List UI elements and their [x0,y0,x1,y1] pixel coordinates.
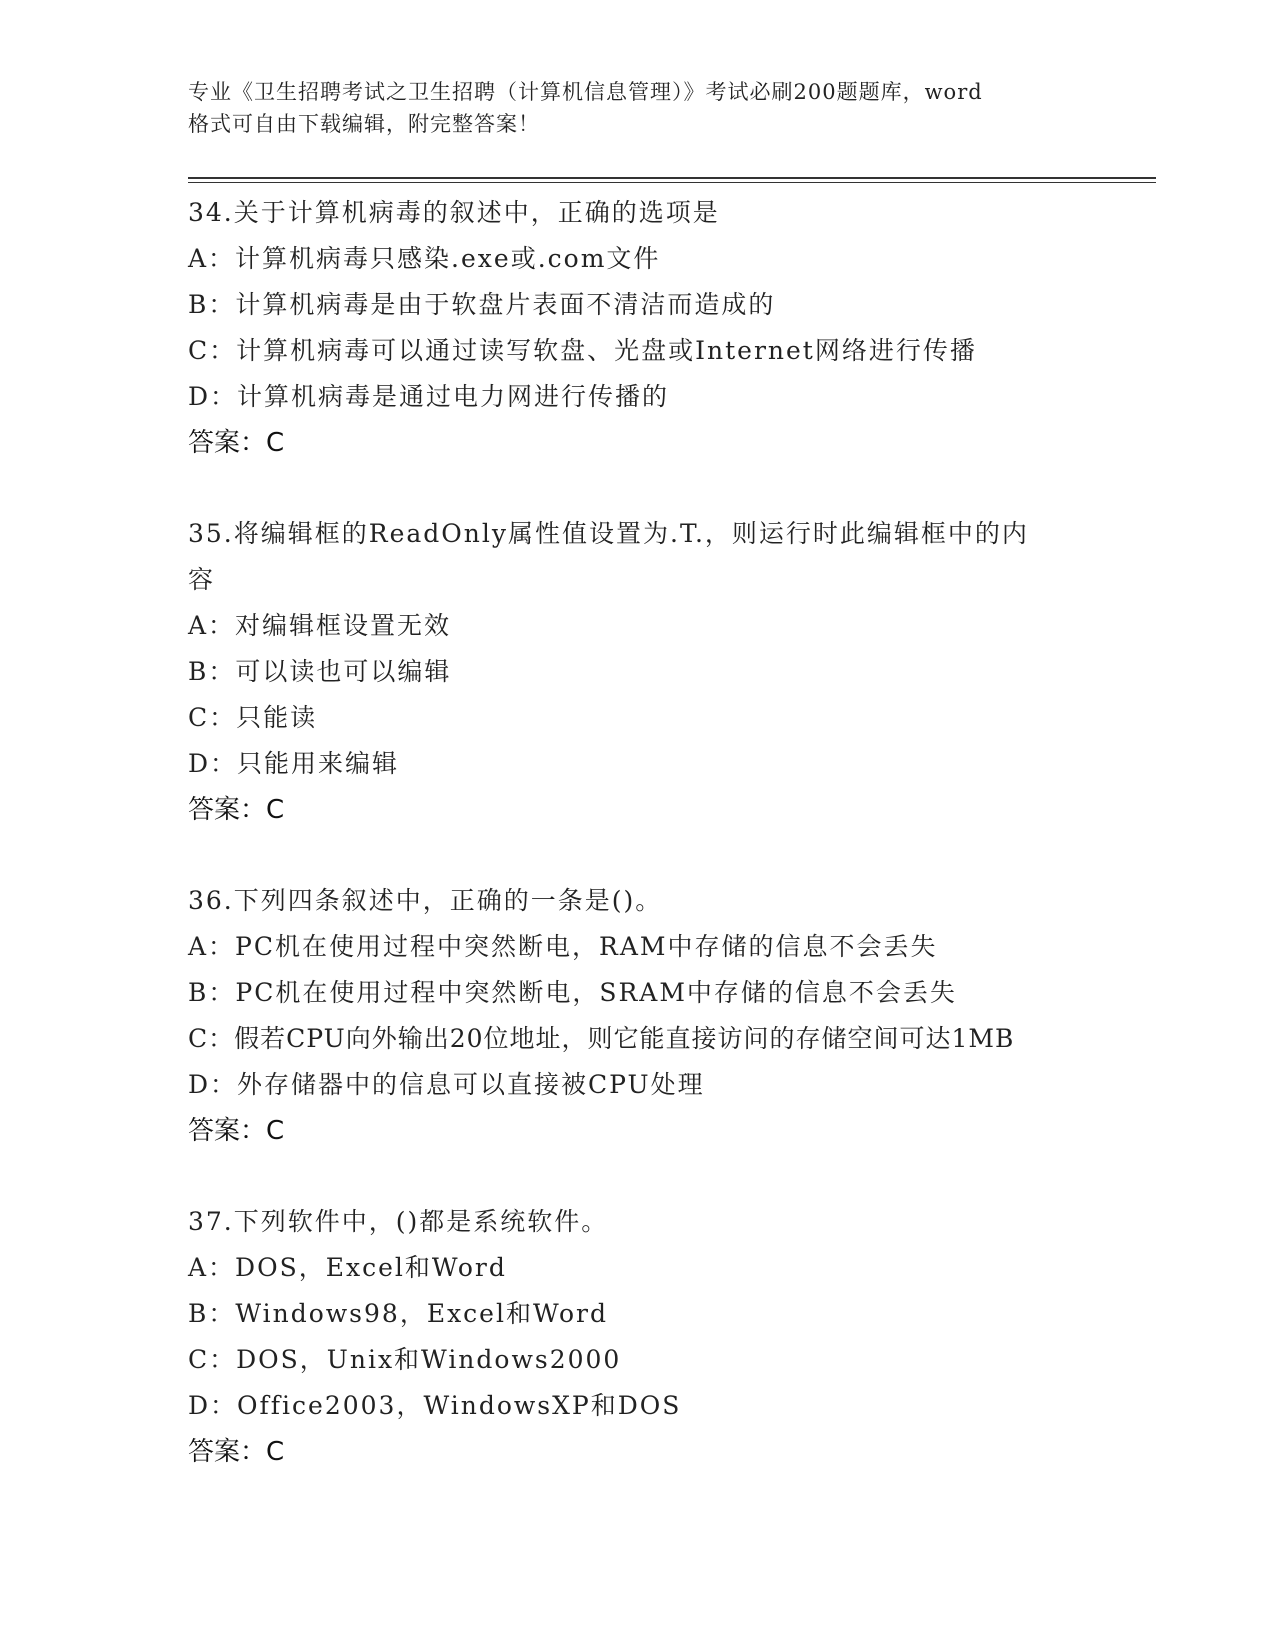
header-divider-thin [188,182,1156,183]
question-stem: 37.下列软件中，()都是系统软件。 [188,1207,609,1236]
question-35 [188,511,1088,833]
option-b: B：Windows98，Excel和Word [188,1299,608,1328]
header-line-1: 专业《卫生招聘考试之卫生招聘（计算机信息管理）》考试必刷200题题库，word [188,80,983,104]
option-a: A：PC机在使用过程中突然断电，RAM中存储的信息不会丢失 [188,932,938,961]
option-c: C：只能读 [188,703,318,732]
option-b: B：PC机在使用过程中突然断电，SRAM中存储的信息不会丢失 [188,978,957,1007]
header-line-2: 格式可自由下载编辑，附完整答案！ [188,112,540,136]
answer-label: 答案：C [188,1116,285,1146]
option-a: A：对编辑框设置无效 [188,611,452,640]
question-stem: 34.关于计算机病毒的叙述中，正确的选项是 [188,198,720,227]
question-34 [188,190,1088,466]
option-b: B：计算机病毒是由于软盘片表面不清洁而造成的 [188,290,776,319]
option-c: C：假若CPU向外输出20位地址，则它能直接访问的存储空间可达1MB [188,1024,1015,1053]
document-header [188,76,1088,140]
option-a: A：计算机病毒只感染.exe或.com文件 [188,244,661,273]
option-a: A：DOS，Excel和Word [188,1253,507,1282]
option-c: C：计算机病毒可以通过读写软盘、光盘或Internet网络进行传播 [188,336,977,365]
question-stem: 36.下列四条叙述中，正确的一条是()。 [188,886,663,915]
question-36 [188,878,1088,1154]
answer-label: 答案：C [188,1437,285,1467]
option-c: C：DOS，Unix和Windows2000 [188,1345,622,1374]
question-list [188,190,1088,1520]
question-37 [188,1199,1088,1475]
answer-label: 答案：C [188,795,285,825]
header-divider-thick [188,177,1156,179]
answer-label: 答案：C [188,428,285,458]
question-stem: 35.将编辑框的ReadOnly属性值设置为.T.，则运行时此编辑框中的内容 [188,519,1029,594]
option-d: D：只能用来编辑 [188,749,400,778]
option-d: D：Office2003，WindowsXP和DOS [188,1391,682,1420]
option-d: D：外存储器中的信息可以直接被CPU处理 [188,1070,705,1099]
option-d: D：计算机病毒是通过电力网进行传播的 [188,382,670,411]
option-b: B：可以读也可以编辑 [188,657,452,686]
